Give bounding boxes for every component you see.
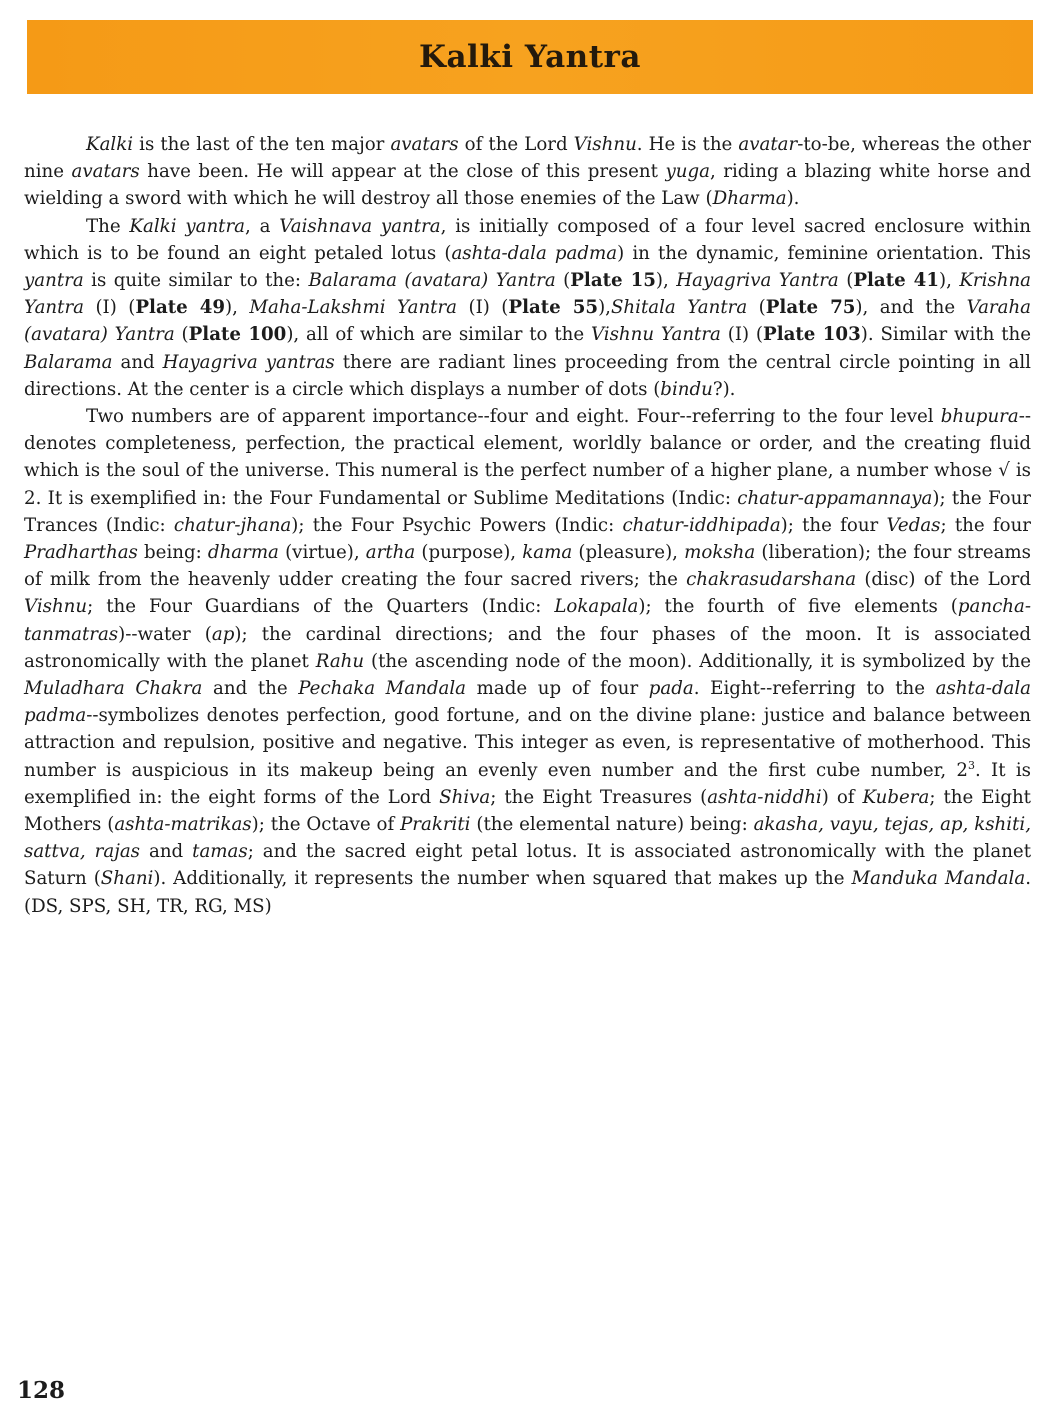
text-run: Vedas xyxy=(886,514,941,536)
text-run: (purpose), xyxy=(415,542,523,564)
text-run: tamas xyxy=(192,841,248,863)
text-run: pancha-tanmatras xyxy=(24,596,1031,645)
text-run: of the Lord xyxy=(458,134,574,155)
text-run: Lokapala xyxy=(554,596,639,618)
text-run: yuga xyxy=(665,161,710,183)
text-run: (pleasure), xyxy=(572,542,685,564)
text-run: ?). xyxy=(712,378,736,400)
text-run: Plate 15 xyxy=(570,270,656,292)
text-run: ) in the dynamic, feminine orientation. This xyxy=(617,242,1031,264)
text-run: (the ascending node of the moon). Additionally, it is symbolized by the xyxy=(364,650,1032,672)
text-run: (virtue), xyxy=(278,542,366,564)
text-run: ), and the xyxy=(855,297,967,319)
text-run: , riding a blazing white horse and wielding a sword with which he will destroy all those enemies of the Law ( xyxy=(24,161,1031,210)
text-run: Kubera xyxy=(862,786,930,808)
text-run: bindu xyxy=(660,378,713,400)
text-run: --denotes completeness, perfection, the practical element, worldly balance or order, and the creating fluid which is the soul of the universe. This numeral is the perfect number of a higher plane, a number whose √ is 2. It is exemplified in: the Four Fundamental or Sublime Meditations (Indic: xyxy=(24,406,1031,509)
text-run: ) of xyxy=(821,786,863,808)
text-run: Krishna Yantra xyxy=(24,270,1032,319)
text-run: and xyxy=(112,351,163,373)
text-run: ( xyxy=(555,270,571,292)
text-run: ( xyxy=(838,270,854,292)
text-run: ( xyxy=(747,297,766,319)
text-run: , is initially composed of a four level sacred enclosure within which is to be found an eight petaled lotus ( xyxy=(24,215,1031,264)
text-run: Shani xyxy=(100,868,154,890)
text-run: (the elemental nature) being: xyxy=(470,814,754,836)
text-run: , a xyxy=(245,215,280,237)
text-run: Rahu xyxy=(315,650,365,672)
text-run: Vishnu xyxy=(24,596,88,618)
text-run: is quite similar to the: xyxy=(83,270,309,292)
text-run: Hayagriva Yantra xyxy=(676,270,839,292)
text-run: . He is the xyxy=(636,134,739,155)
text-run: ); the four xyxy=(780,514,887,536)
text-run: Prakriti xyxy=(400,814,471,836)
text-run: (I) ( xyxy=(84,297,136,319)
text-run: Kalki yantra xyxy=(129,215,245,237)
text-run: Plate 49 xyxy=(135,297,226,319)
text-run: Vishnu xyxy=(573,134,637,155)
text-run: chatur-jhana xyxy=(173,514,292,536)
text-run: akasha, vayu, tejas, ap, kshiti, sattva, rajas xyxy=(24,814,1031,863)
text-run: yantra xyxy=(24,270,84,292)
text-run: (liberation); the four streams of milk from the heavenly udder creating the four sacred rivers; the xyxy=(24,542,1031,591)
text-run: ). Additionally, it represents the number when squared that makes up the xyxy=(153,868,852,890)
text-run: Two numbers are of apparent importance--four and eight. Four--referring to the four level xyxy=(86,406,941,428)
text-run: Plate 100 xyxy=(188,324,287,346)
text-run: Muladhara Chakra xyxy=(24,678,203,700)
text-run: --symbolizes denotes perfection, good fortune, and on the divine plane: justice and balance between attraction and repulsion, positive and negative. This integer as even, is representative of motherhood. This number is auspicious in its makeup being an evenly even number and the first cube number, 2 xyxy=(24,705,1031,781)
text-run: ). xyxy=(786,188,800,210)
text-run: ashta-dala padma xyxy=(24,678,1032,727)
paragraph-3 xyxy=(24,403,1031,920)
text-run: and the xyxy=(202,678,299,700)
paragraph-1 xyxy=(24,131,1031,213)
text-run: ; the Eight Mothers ( xyxy=(24,786,1031,836)
text-run: Plate 103 xyxy=(763,324,861,346)
text-run: 3 xyxy=(967,758,975,772)
text-run: ; and the sacred eight petal lotus. It is associated astronomically with the planet Saturn ( xyxy=(24,841,1031,890)
text-run: Balarama (avatara) Yantra xyxy=(308,270,556,292)
text-run: chatur-appamannaya xyxy=(737,487,933,509)
text-run: ap xyxy=(211,623,235,645)
text-run: Kalki xyxy=(86,134,134,155)
text-run: ; the Eight Treasures ( xyxy=(490,786,708,808)
text-run: . Eight--referring to the xyxy=(693,678,936,700)
text-run: Manduka Mandala xyxy=(851,868,1026,890)
text-run: Plate 41 xyxy=(853,270,939,292)
text-run: -to-be, whereas the other nine xyxy=(24,134,1031,183)
text-run: made up of four xyxy=(466,678,649,700)
text-run: ashta-dala padma xyxy=(451,242,618,264)
text-run: kama xyxy=(522,542,573,564)
text-run: ( xyxy=(174,324,189,346)
text-run: dharma xyxy=(207,542,279,564)
text-run: avatar xyxy=(738,134,798,155)
text-run: Vaishnava yantra xyxy=(279,215,441,237)
text-run: Pradharthas xyxy=(24,542,138,564)
text-run: ), xyxy=(938,270,960,292)
text-run: ); the Four Psychic Powers (Indic: xyxy=(291,514,623,536)
text-run: ashta-matrikas xyxy=(114,814,252,836)
text-run: Pechaka Mandala xyxy=(298,678,467,700)
text-run: there are radiant lines proceeding from the central circle pointing in all directions. At the center is a circle which displays a number of dots ( xyxy=(24,351,1032,400)
text-run: and xyxy=(140,841,193,863)
text-run: Shitala Yantra xyxy=(610,297,748,319)
text-run: ); the fourth of five elements ( xyxy=(638,596,958,618)
text-run: ), xyxy=(655,270,677,292)
text-run: ); the Four Trances (Indic: xyxy=(24,487,1031,536)
text-run: avatars xyxy=(390,134,459,155)
text-run: . It is exemplified in: the eight forms of the Lord xyxy=(24,759,1031,808)
text-run: . (DS, SPS, SH, TR, RG, MS) xyxy=(24,868,1031,917)
text-run: Varaha (avatara) Yantra xyxy=(24,297,1032,346)
text-run: being: xyxy=(137,542,208,564)
text-run: artha xyxy=(365,542,416,564)
text-run: )--water ( xyxy=(118,623,212,645)
text-run: Shiva xyxy=(439,786,491,808)
text-run: ), xyxy=(225,297,250,319)
paragraph-2 xyxy=(24,213,1031,403)
text-run: Plate 55 xyxy=(508,297,599,319)
text-run: is the last of the ten major xyxy=(133,134,391,155)
text-run: ashta-niddhi xyxy=(707,786,822,808)
text-run: ), all of which are similar to the xyxy=(286,324,591,346)
text-run: chatur-iddhipada xyxy=(622,514,781,536)
text-run: ; the Four Guardians of the Quarters (Indic: xyxy=(87,596,555,618)
text-run: The xyxy=(86,215,130,237)
page-number: 128 xyxy=(17,1377,66,1404)
text-run: ); the Octave of xyxy=(251,814,401,836)
text-run: Hayagriva yantras xyxy=(162,351,335,373)
text-run: pada xyxy=(648,678,694,700)
text-run: ); the cardinal directions; and the four phases of the moon. It is associated astronomically with the planet xyxy=(24,623,1031,672)
text-run: moksha xyxy=(684,542,756,564)
text-run: (I) ( xyxy=(720,324,764,346)
text-run: Dharma xyxy=(712,188,787,210)
text-run: avatars xyxy=(71,161,140,183)
text-run: Plate 75 xyxy=(765,297,856,319)
text-run: (disc) of the Lord xyxy=(856,569,1031,591)
text-run: bhupura xyxy=(940,406,1019,428)
text-run: ; the four xyxy=(940,514,1031,536)
text-run: Maha-Lakshmi Yantra xyxy=(249,297,458,319)
body-text xyxy=(24,131,1031,920)
title-banner xyxy=(27,20,1033,94)
text-run: (I) ( xyxy=(457,297,509,319)
text-run: ), xyxy=(598,297,611,319)
text-run: ). Similar with the xyxy=(860,324,1031,346)
text-run: Vishnu Yantra xyxy=(590,324,721,346)
text-run: Balarama xyxy=(24,351,113,373)
text-run: chakrasudarshana xyxy=(686,569,857,591)
text-run: have been. He will appear at the close of this present xyxy=(139,161,666,183)
page-title: Kalki Yantra xyxy=(419,39,641,75)
